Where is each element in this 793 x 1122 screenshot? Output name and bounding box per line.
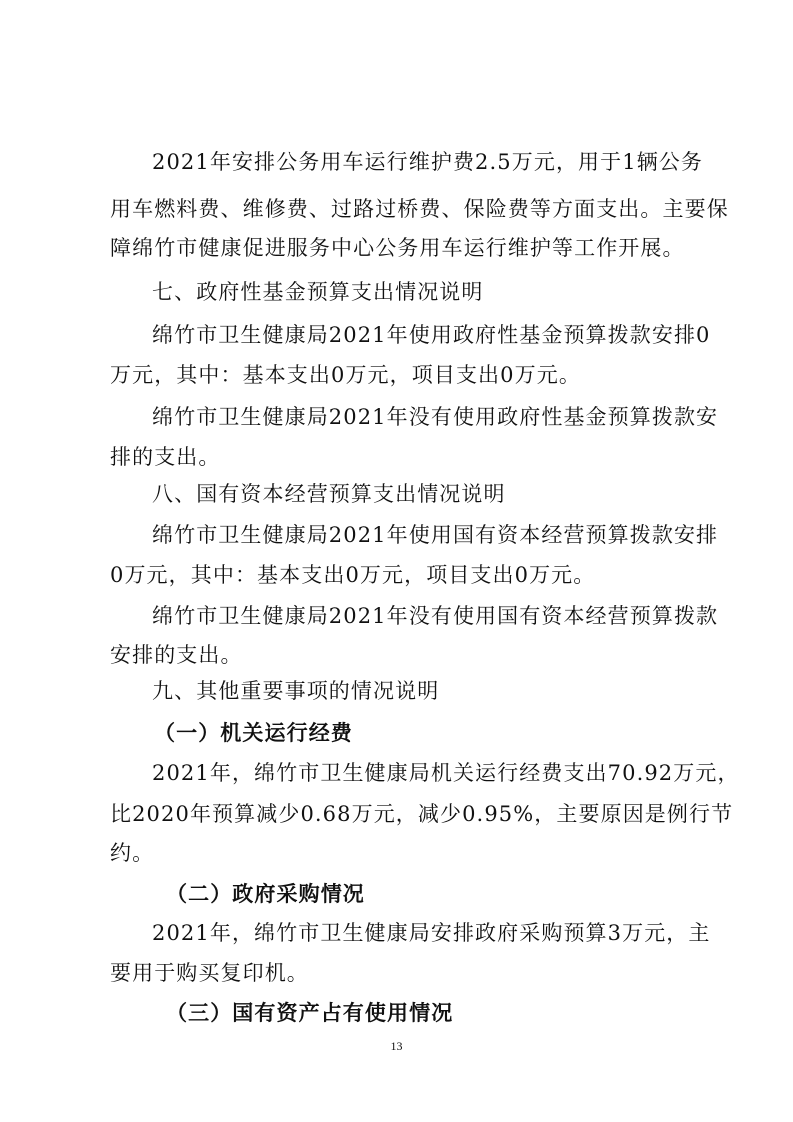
paragraph-line: 用车燃料费、维修费、过路过桥费、保险费等方面支出。主要保 (110, 197, 729, 221)
paragraph-line: 安排的支出。 (110, 643, 243, 667)
page-number: 13 (390, 1039, 403, 1053)
paragraph-line: 排的支出。 (110, 445, 221, 469)
paragraph-line: 万元，其中：基本支出0万元，项目支出0万元。 (110, 363, 581, 387)
paragraph-line: 绵竹市卫生健康局2021年使用政府性基金预算拨款安排0 (152, 323, 711, 347)
paragraph-line: 2021年安排公务用车运行维护费2.5万元，用于1辆公务 (152, 150, 703, 174)
paragraph-line: 绵竹市卫生健康局2021年没有使用政府性基金预算拨款安 (152, 405, 719, 429)
paragraph-line: 绵竹市卫生健康局2021年使用国有资本经营预算拨款安排 (152, 523, 719, 547)
paragraph-line: 障绵竹市健康促进服务中心公务用车运行维护等工作开展。 (110, 236, 685, 260)
paragraph-line: 比2020年预算减少0.68万元，减少0.95%，主要原因是例行节 (110, 802, 734, 826)
subsection-heading: （三）国有资产占有使用情况 (166, 1000, 454, 1025)
paragraph-line: 2021年，绵竹市卫生健康局机关运行经费支出70.92万元， (152, 761, 740, 785)
paragraph-line: 约。 (110, 841, 155, 865)
paragraph-line: 2021年，绵竹市卫生健康局安排政府采购预算3万元，主 (152, 921, 711, 945)
subsection-heading: （一）机关运行经费 (154, 720, 353, 745)
section-heading: 七、政府性基金预算支出情况说明 (152, 280, 484, 304)
subsection-heading: （二）政府采购情况 (166, 881, 365, 906)
paragraph-line: 要用于购买复印机。 (110, 961, 309, 985)
paragraph-line: 0万元，其中：基本支出0万元，项目支出0万元。 (110, 563, 596, 587)
section-heading: 九、其他重要事项的情况说明 (152, 679, 440, 703)
section-heading: 八、国有资本经营预算支出情况说明 (152, 482, 506, 506)
paragraph-line: 绵竹市卫生健康局2021年没有使用国有资本经营预算拨款 (152, 604, 719, 628)
